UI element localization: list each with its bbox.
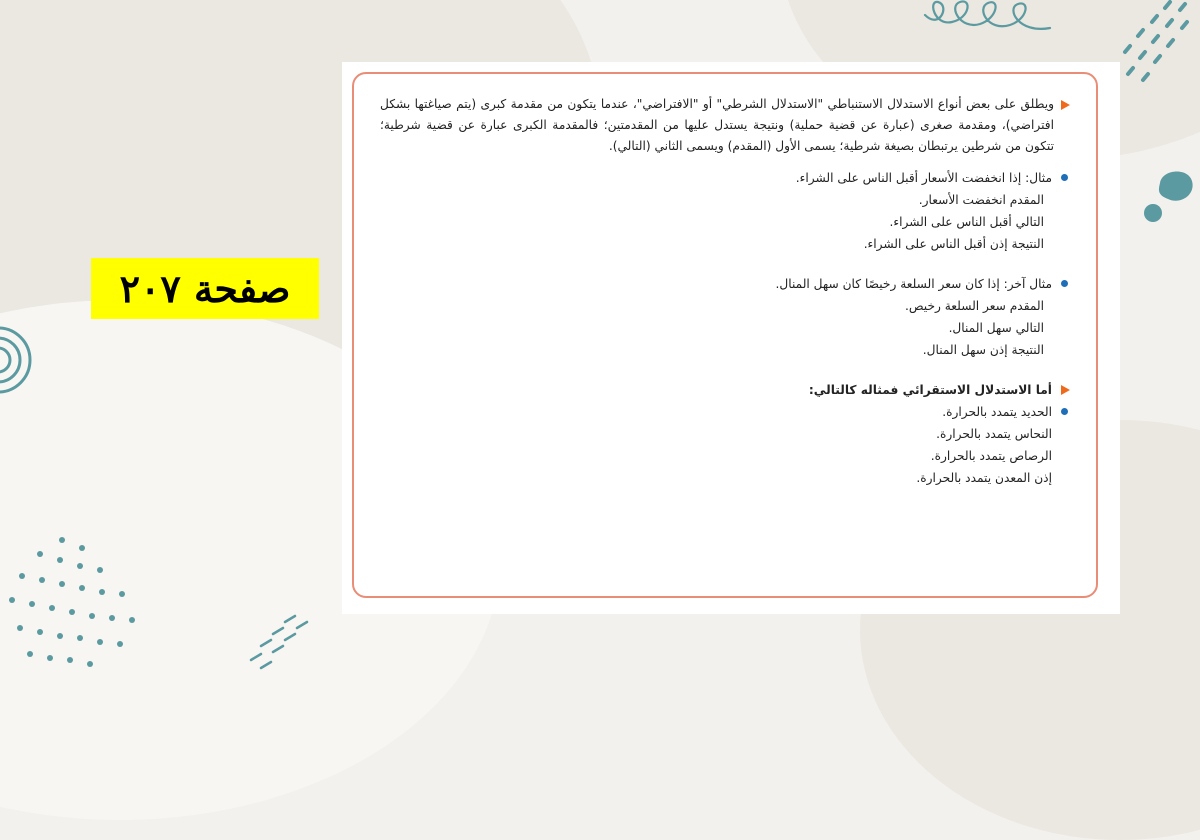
intro-paragraph [380, 94, 1070, 157]
inductive-line: إذن المعدن يتمدد بالحرارة. [916, 471, 1052, 485]
dashes-decoration [1110, 0, 1200, 95]
loops-decoration [920, 0, 1060, 50]
concentric-circles-decoration [0, 320, 40, 400]
example-line: المقدم سعر السلعة رخيص. [904, 299, 1044, 313]
intro-text: ويطلق على بعض أنواع الاستدلال الاستنباطي "الاستدلال الشرطي" أو "الافتراضي"، عندما يتكون من مقدمة كبرى (يتم صياغتها بشكل افتراضي)، ومقدمة صغرى (عبارة عن قضية حملية) ونتيجة يستدل عليها من المقدمتين؛ فالمقدمة الكبرى عبارة عن قضية شرطية؛ تتكون من شرطين يرتبطان بصيغة شرطية؛ يسمى الأول (المقدم) ويسمى الثاني (التالي). [380, 97, 1054, 153]
example-line: التالي أقبل الناس على الشراء. [889, 215, 1044, 229]
dot-bullet-icon [1061, 174, 1068, 181]
blob-decoration [1140, 165, 1200, 230]
document-image [342, 62, 1120, 614]
dashes-decoration [245, 610, 315, 675]
triangle-bullet-icon [1061, 385, 1070, 395]
example-block [380, 167, 1070, 255]
page-number-label [91, 258, 319, 319]
example-line: المقدم انخفضت الأسعار. [918, 193, 1044, 207]
dot-bullet-icon [1061, 408, 1068, 415]
inductive-line: النحاس يتمدد بالحرارة. [936, 427, 1052, 441]
example-title: مثال آخر: إذا كان سعر السلعة رخيصًا كان سهل المنال. [775, 277, 1052, 291]
inductive-list [380, 401, 1052, 489]
example-line: النتيجة إذن سهل المنال. [922, 343, 1044, 357]
document-frame [352, 72, 1098, 598]
example-line: النتيجة إذن أقبل الناس على الشراء. [863, 237, 1044, 251]
example-title: مثال: إذا انخفضت الأسعار أقبل الناس على الشراء. [795, 171, 1052, 185]
example-block [380, 273, 1070, 361]
example-line: التالي سهل المنال. [948, 321, 1044, 335]
inductive-line: الرصاص يتمدد بالحرارة. [930, 449, 1052, 463]
page-number-text: صفحة ٢٠٧ [119, 266, 291, 311]
triangle-bullet-icon [1061, 100, 1070, 110]
dot-bullet-icon [1061, 280, 1068, 287]
dots-decoration [0, 530, 150, 675]
inductive-block [380, 379, 1070, 489]
inductive-title: أما الاستدلال الاستقرائي فمثاله كالتالي: [808, 383, 1052, 397]
inductive-line: الحديد يتمدد بالحرارة. [942, 405, 1052, 419]
